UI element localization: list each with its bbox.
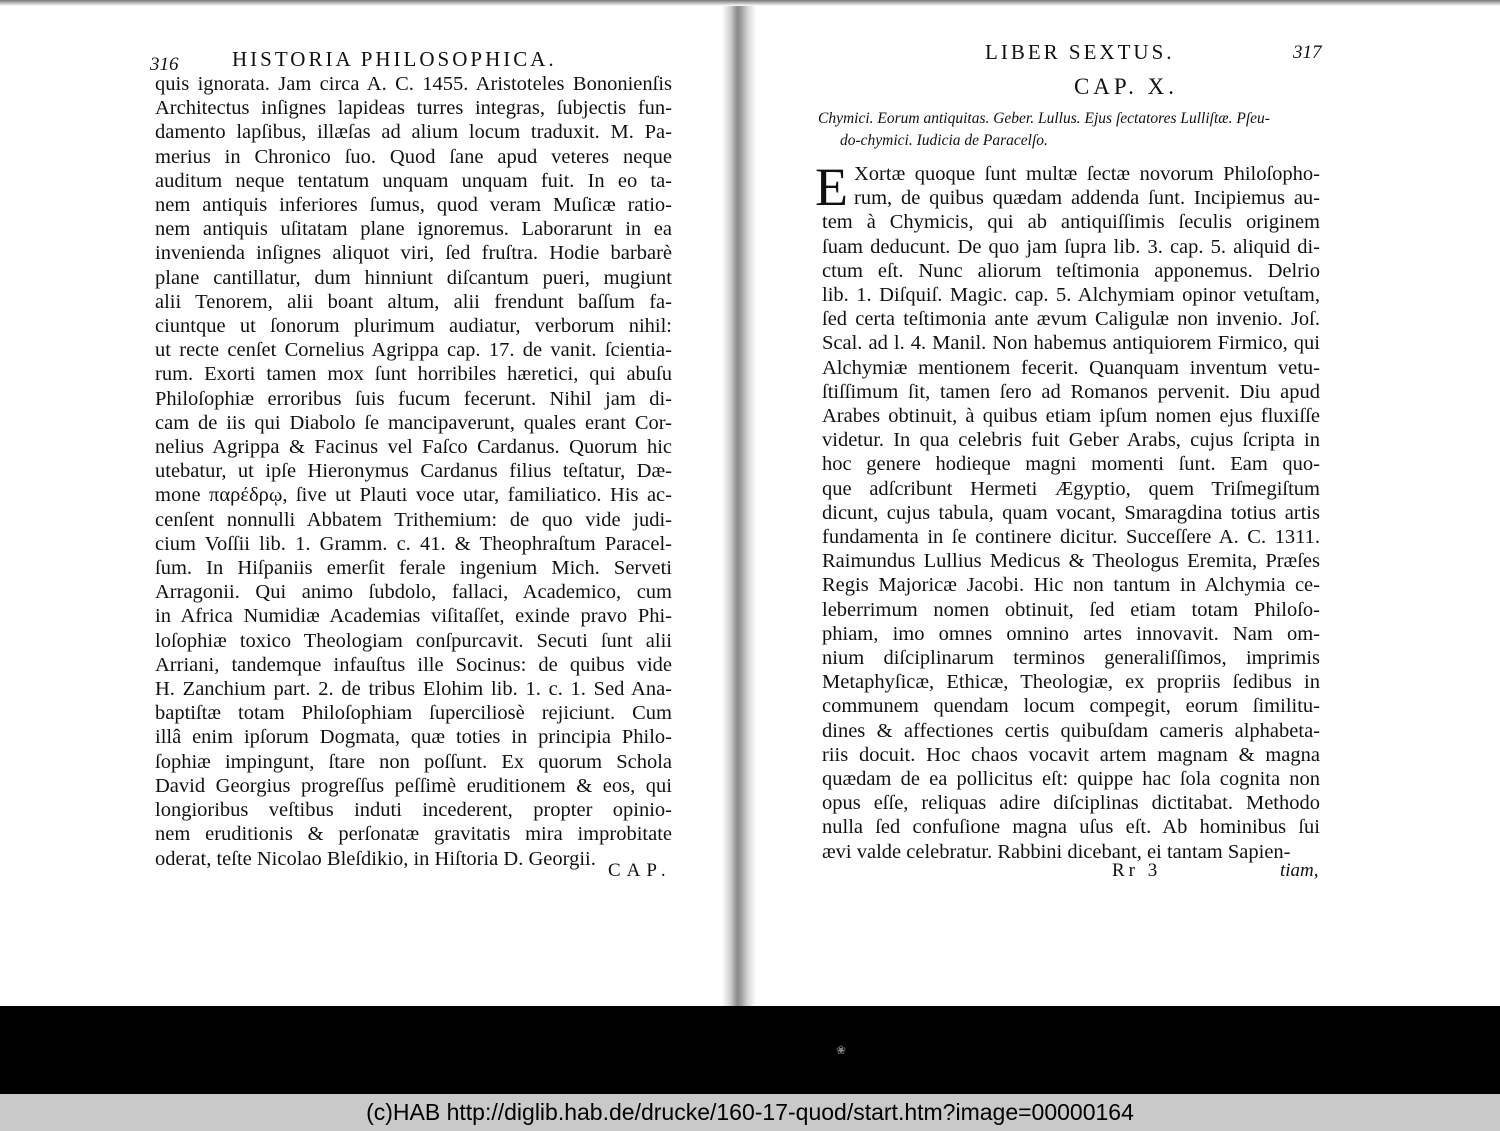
text-line: Arriani, tandemque infauſtus ille Socinus: de quibus vide bbox=[155, 653, 672, 676]
text-line: loſophiæ toxico Theologiam conſpurcavit. Secuti ſunt alii bbox=[155, 629, 672, 652]
summary-line: Chymici. Eorum antiquitas. Geber. Lullus. Ejus ſectatores Lulliſtæ. Pſeu- bbox=[818, 110, 1270, 127]
ink-smudge: ❀ bbox=[836, 1043, 847, 1057]
text-line: hoc genere hodieque magni momenti ſunt. Eam quo- bbox=[822, 453, 1320, 476]
text-line: nulla ſed confuſione magna uſus eſt. Ab hominibus ſui bbox=[822, 816, 1320, 839]
text-line: ſophiæ impingunt, ſtare non poſſunt. Ex quorum Schola bbox=[155, 750, 672, 773]
text-line: ctum eſt. Nunc aliorum teſtimonia apponemus. Delrio bbox=[822, 259, 1320, 282]
text-line: cam de iis qui Diabolo ſe mancipaverunt, quales erant Cor- bbox=[155, 411, 672, 434]
text-line: ciuntque ut ſonorum plurimum audiatur, verborum nihil: bbox=[155, 315, 672, 338]
text-line: merius in Chronico ſuo. Quod ſane apud veteres neque bbox=[155, 145, 672, 168]
text-line: cium Voſſii lib. 1. Gramm. c. 41. & Theophraſtum Paracel- bbox=[155, 532, 672, 555]
left-catchword: CAP. bbox=[608, 860, 672, 881]
text-line: riis docuit. Hoc chaos vocavit artem magnam & magna bbox=[822, 743, 1320, 766]
text-line: longioribus veſtibus induti incederent, propter opinio- bbox=[155, 799, 672, 822]
page-top-edge bbox=[0, 0, 1500, 6]
text-line: Metaphyſicæ, Ethicæ, Theologiæ, ex propriis ſedibus in bbox=[822, 671, 1320, 694]
right-signature: Rr 3 bbox=[1112, 860, 1162, 881]
text-line: ut recte cenſet Cornelius Agrippa cap. 17. de vanit. ſcientia- bbox=[155, 339, 672, 362]
left-running-head: HISTORIA PHILOSOPHICA. bbox=[232, 47, 557, 71]
text-line: auditum neque tentatum unquam unquam fuit. In eo ta- bbox=[155, 169, 672, 192]
text-line: Architectus inſignes lapideas turres integras, ſubjectis fun- bbox=[155, 97, 672, 120]
book-gutter bbox=[722, 0, 756, 1006]
text-line: ſtiſſimum ſit, tamen ſero ad Romanos pervenit. Diu apud bbox=[822, 380, 1320, 403]
text-line: baptiſtæ totam Philoſophiam ſuperciliosè rejiciunt. Cum bbox=[155, 702, 672, 725]
text-line: utebatur, ut ipſe Hieronymus Cardanus filius teſtatur, Dæ- bbox=[155, 460, 672, 483]
text-line: fundamenta in ſe continere dicitur. Succeſſere A. C. 1311. bbox=[822, 526, 1320, 549]
text-line: nem eruditionis & perſonatæ gravitatis mira improbitate bbox=[155, 823, 672, 846]
text-line: Raimundus Lullius Medicus & Theologus Eremita, Præſes bbox=[822, 550, 1320, 573]
text-line: illâ enim ipſorum Dogmata, quæ toties in principia Philo- bbox=[155, 726, 672, 749]
right-running-head: LIBER SEXTUS. bbox=[985, 40, 1175, 64]
right-catchword: tiam, bbox=[1280, 860, 1319, 881]
text-line: Philoſophiæ erroribus ſuis fucum fecerunt. Nihil jam di- bbox=[155, 387, 672, 410]
text-line: plane cantillatur, dum hinniunt diſcantum pueri, mugiunt bbox=[155, 266, 672, 289]
text-line: Xortæ quoque ſunt multæ ſectæ novorum Philoſopho- bbox=[854, 163, 1320, 185]
text-line: David Georgius progreſſus peſſimè eruditionem & eos, qui bbox=[155, 774, 672, 797]
left-page-body bbox=[155, 72, 672, 871]
right-page-number: 317 bbox=[1293, 42, 1322, 63]
text-line: oderat, teſte Nicolao Bleſdikio, in Hiſtoria D. Georgii. bbox=[155, 847, 596, 870]
text-line: phiam, imo omnes omnino artes innovavit. Nam om- bbox=[822, 622, 1320, 645]
text-line: Arragonii. Qui animo ſubdolo, fallaci, Academico, cum bbox=[155, 581, 672, 604]
text-line: ævi valde celebratur. Rabbini dicebant, ei tantam Sapien- bbox=[822, 840, 1291, 863]
text-line: leberrimum nomen obtinuit, ſed etiam totam Philoſo- bbox=[822, 598, 1320, 621]
text-line: quædam de ea pollicitus eſt: quippe hac ſola cognita non bbox=[822, 768, 1320, 791]
text-line: ſum. In Hiſpaniis emerſit ferale ingenium Mich. Serveti bbox=[155, 557, 672, 580]
summary-line: do-chymici. Iudicia de Paracelſo. bbox=[840, 132, 1048, 149]
text-line: damento lapſibus, illæſas ad alium locum traduxit. M. Pa- bbox=[155, 121, 672, 144]
text-line: tem à Chymicis, qui ab antiquiſſimis ſeculis originem bbox=[822, 211, 1320, 234]
text-line: rum, de quibus quædam addenda ſunt. Incipiemus au- bbox=[854, 187, 1320, 210]
text-line: Regis Majoricæ Jacobi. Hic non tantum in Alchymia ce- bbox=[822, 574, 1320, 597]
text-line: dines & affectiones certis quibuſdam cameris alphabeta- bbox=[822, 719, 1320, 742]
text-line: lib. 1. Diſquiſ. Magic. cap. 5. Alchymiam opinor vetuſtam, bbox=[822, 284, 1320, 307]
text-line: nem antiquis uſitatam plane ignoremus. Laborarunt in ea bbox=[155, 218, 672, 241]
text-line: H. Zanchium part. 2. de tribus Elohim lib. 1. c. 1. Sed Ana- bbox=[155, 678, 672, 701]
text-line: invenienda inſignes aliquot viri, ſed fruſtra. Hodie barbarè bbox=[155, 242, 672, 265]
text-line: Arabes obtinuit, à quibus etiam ipſum nomen ejus fluxiſſe bbox=[822, 405, 1320, 428]
text-line: Alchymiæ mentionem fecerit. Quanquam inventum vetu- bbox=[822, 356, 1320, 379]
text-line: rum. Exorti tamen mox ſunt horribiles hæretici, qui abuſu bbox=[155, 363, 672, 386]
text-line: ſuam deducunt. De quo jam ſupra lib. 3. cap. 5. aliquid di- bbox=[822, 235, 1320, 258]
text-line: communem quendam locum compegit, eorum ſimilitu- bbox=[822, 695, 1320, 718]
text-line: dicunt, cujus tabula, quam vocant, Smaragdina totius artis bbox=[822, 501, 1320, 524]
text-line: Scal. ad l. 4. Manil. Non habemus antiquiorem Firmico, qui bbox=[822, 332, 1320, 355]
text-line: nium diſciplinarum terminos generaliſſimos, imprimis bbox=[822, 647, 1320, 670]
text-line: alii Tenorem, alii boant altum, alii frendunt baſſum fa- bbox=[155, 290, 672, 313]
chapter-summary bbox=[818, 108, 1320, 152]
text-line: in Africa Numidiæ Academias viſitaſſet, exinde pravo Phi- bbox=[155, 605, 672, 628]
drop-cap: E bbox=[815, 157, 848, 217]
text-line: nem antiquis inferiores ſumus, quod veram Muſicæ ratio- bbox=[155, 194, 672, 217]
chapter-heading: CAP. X. bbox=[1073, 74, 1179, 99]
text-line: que adſcribunt Hermeti Ægyptio, quem Triſmegiſtum bbox=[822, 477, 1320, 500]
left-page-number: 316 bbox=[150, 54, 179, 75]
text-line: videtur. In qua celebris fuit Geber Arabs, cujus ſcripta in bbox=[822, 429, 1320, 452]
text-line: nelius Agrippa & Facinus vel Faſco Cardanus. Quorum hic bbox=[155, 436, 672, 459]
text-line: opus eſſe, reliquas adire diſciplinas dictitabat. Methodo bbox=[822, 792, 1320, 815]
text-line: ſed certa teſtimonia ante ævum Caligulæ non invenio. Joſ. bbox=[822, 308, 1320, 331]
text-line: quis ignorata. Jam circa A. C. 1455. Aristoteles Bononienſis bbox=[155, 73, 672, 95]
right-page-body bbox=[822, 162, 1320, 864]
copyright-footer: (c)HAB http://diglib.hab.de/drucke/160-17-quod/start.htm?image=00000164 bbox=[0, 1094, 1500, 1131]
text-line: cenſent nonnulli Abbatem Trithemium: de quo vide judi- bbox=[155, 508, 672, 531]
text-line: mone παρέδρῳ, ſive ut Plauti voce utar, familiatico. His ac- bbox=[155, 484, 672, 507]
